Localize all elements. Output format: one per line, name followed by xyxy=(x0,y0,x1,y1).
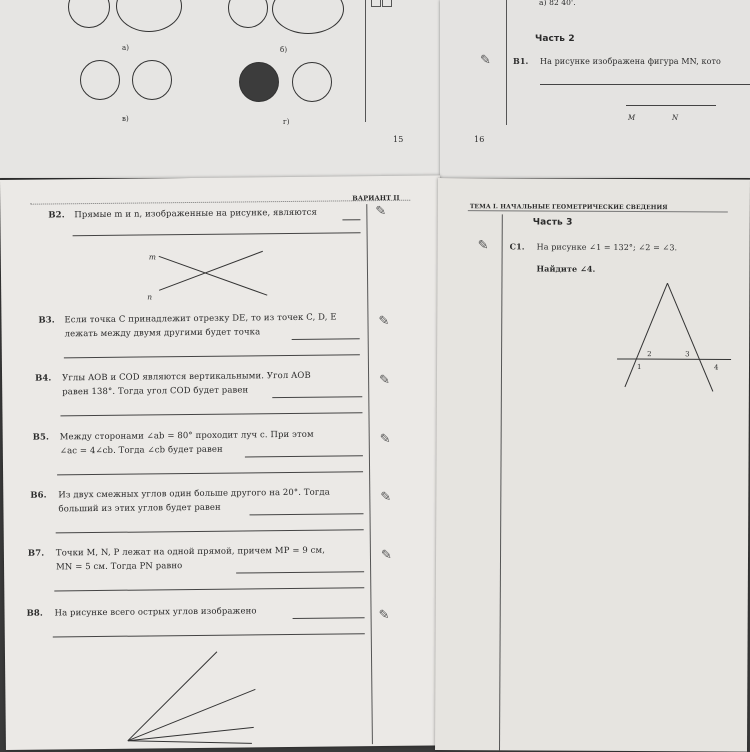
fig-label-b: б) xyxy=(280,46,288,54)
circle-shape xyxy=(132,60,172,100)
task-label: В3. xyxy=(38,315,55,326)
answer-line xyxy=(342,219,360,220)
ellipse-shape xyxy=(116,0,182,32)
task-text: ∠ac = 4∠cb. Тогда ∠cb будет равен xyxy=(59,444,223,457)
segment-mn xyxy=(626,105,716,106)
answer-line xyxy=(57,471,363,475)
rays-figure xyxy=(125,647,266,748)
task-text: лежать между двумя другими будет точка xyxy=(64,327,261,340)
angle-label-4: 4 xyxy=(713,363,719,372)
point-label-m: M xyxy=(628,114,636,122)
fig-label-a: а) xyxy=(122,44,130,52)
line-label-m: m xyxy=(148,252,157,262)
topic-header: ТЕМА I. НАЧАЛЬНЫЕ ГЕОМЕТРИЧЕСКИЕ СВЕДЕНИЯ xyxy=(469,203,668,212)
task-text: На рисунке изображена фигура MN, кото xyxy=(540,57,721,66)
answer-box xyxy=(371,0,381,7)
task-label: В6. xyxy=(30,490,47,501)
task-text: Найдите ∠4. xyxy=(536,263,596,274)
task-label: В4. xyxy=(35,373,52,384)
margin-rule xyxy=(499,214,503,750)
pencil-icon: ✎ xyxy=(379,431,391,448)
answer-line xyxy=(245,455,363,457)
task-text: Прямые m и n, изображенные на рисунке, являются xyxy=(74,207,318,221)
circle-shape xyxy=(292,62,332,102)
answer-line xyxy=(250,513,364,515)
answer-line xyxy=(236,571,364,573)
page-number: 15 xyxy=(393,135,404,144)
task-text: Углы AOB и COD являются вертикальными. Угол AOB xyxy=(62,370,311,384)
task-label: В1. xyxy=(513,56,529,66)
answer-line xyxy=(292,338,360,340)
pencil-icon: ✎ xyxy=(380,547,392,564)
answer-box xyxy=(382,0,392,7)
filled-circle-shape xyxy=(239,62,279,102)
circle-shape xyxy=(68,0,110,28)
angle-label-1: 1 xyxy=(636,363,642,372)
task-label: В5. xyxy=(32,432,50,443)
task-label: В8. xyxy=(26,608,43,619)
angle-figure xyxy=(617,283,738,394)
task-text: Точки M, N, P лежат на одной прямой, причем MP = 9 см, xyxy=(55,545,326,559)
answer-line xyxy=(54,587,364,591)
pencil-icon: ✎ xyxy=(378,607,390,624)
bottom-right-page xyxy=(435,178,750,752)
answer-line xyxy=(53,633,365,637)
page-number: 16 xyxy=(474,135,485,144)
lines-mn-figure xyxy=(159,249,270,300)
pencil-icon: ✎ xyxy=(379,372,391,389)
answer-line xyxy=(56,529,364,533)
margin-rule xyxy=(506,0,507,125)
pencil-icon: ✎ xyxy=(375,203,387,220)
answer-line xyxy=(64,354,360,358)
task-text: Если точка C принадлежит отрезку DE, то из точек C, D, E xyxy=(64,312,337,326)
answer-line xyxy=(540,84,750,85)
top-right-page xyxy=(440,0,750,178)
part-2-title: Часть 2 xyxy=(535,34,575,44)
ellipse-shape xyxy=(272,0,344,34)
fig-label-g: г) xyxy=(283,118,290,126)
part-3-title: Часть 3 xyxy=(532,217,573,228)
top-left-page xyxy=(0,0,440,178)
fig-label-v: в) xyxy=(122,115,129,123)
answer-line xyxy=(272,396,362,398)
margin-rule xyxy=(365,0,366,122)
pencil-icon: ✎ xyxy=(378,313,390,330)
answer-line xyxy=(293,617,365,619)
margin-rule xyxy=(366,204,373,744)
task-text: MN = 5 см. Тогда PN равно xyxy=(56,561,183,573)
variant-header: ВАРИАНТ II xyxy=(352,193,400,203)
task-label: В7. xyxy=(27,548,45,559)
task-text: На рисунке ∠1 = 132°; ∠2 = ∠3. xyxy=(536,242,678,253)
circle-shape xyxy=(228,0,268,28)
line-label-n: n xyxy=(147,292,153,302)
point-label-n: N xyxy=(672,114,679,122)
bottom-left-page xyxy=(0,175,446,750)
pencil-icon: ✎ xyxy=(380,489,392,506)
task-label: В2. xyxy=(48,210,65,221)
circle-shape xyxy=(80,60,120,100)
task-text: больший из этих углов будет равен xyxy=(58,502,221,515)
pencil-icon: ✎ xyxy=(480,53,491,68)
task-label: С1. xyxy=(509,241,525,252)
pencil-icon: ✎ xyxy=(477,238,489,254)
task-text: Из двух смежных углов один больше другого на 20°. Тогда xyxy=(58,487,330,501)
task-text: На рисунке всего острых углов изображено xyxy=(54,606,257,619)
angle-label-3: 3 xyxy=(685,350,690,359)
angle-label-2: 2 xyxy=(647,350,652,359)
task-text: равен 138°. Тогда угол COD будет равен xyxy=(62,385,249,398)
task-text: Между сторонами ∠ab = 80° проходит луч c. При этом xyxy=(59,429,314,443)
answer-line xyxy=(60,412,362,416)
answer-line xyxy=(73,232,361,236)
answer-text: а) 82 40'. xyxy=(539,0,576,7)
